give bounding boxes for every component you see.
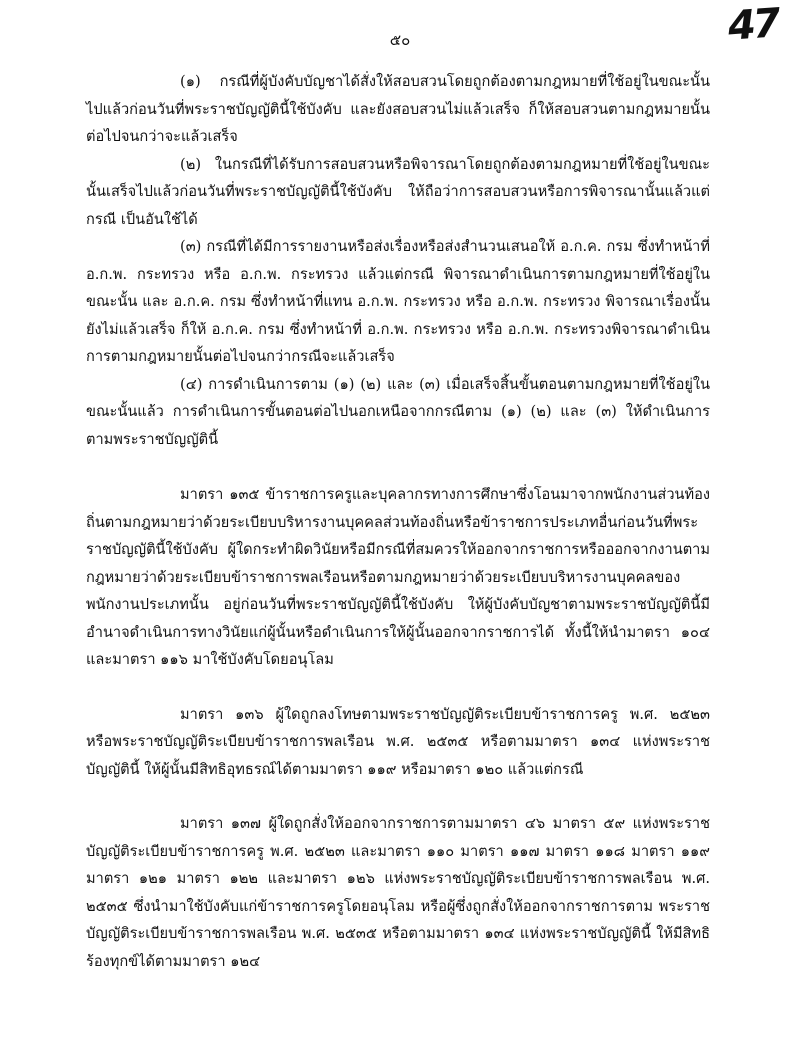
- transitional-item-2: (๒) ในกรณีที่ได้รับการสอบสวนหรือพิจารณาโดยถูกต้องตามกฎหมายที่ใช้อยู่ในขณะนั้นเสร็จไปแล้วก่อนวันที่พระราชบัญญัตินี้ใช้บังคับ ให้ถือว่าการสอบสวนหรือการพิจารณานั้นแล้วแต่กรณี เป็นอันใช้ได้: [86, 155, 710, 228]
- section-137: มาตรา ๑๓๗ ผู้ใดถูกสั่งให้ออกจากราชการตามมาตรา ๔๖ มาตรา ๕๙ แห่งพระราชบัญญัติระเบียบข้าราชการครู พ.ศ. ๒๕๒๓ และมาตรา ๑๑๐ มาตรา ๑๑๗ มาตรา ๑๑๘ มาตรา ๑๑๙ มาตรา ๑๒๑ มาตรา ๑๒๒ และมาตรา ๑๒๖ แห่งพระราชบัญญัติระเบียบข้าราชการพลเรือน พ.ศ. ๒๕๓๕ ซึ่งนำมาใช้บังคับแก่ข้าราชการครูโดยอนุโลม หรือผู้ซึ่งถูกสั่งให้ออกจากราชการตาม พระราชบัญญัติระเบียบข้าราชการพลเรือน พ.ศ. ๒๕๓๕ หรือตามมาตรา ๑๓๔ แห่งพระราชบัญญัตินี้ ให้มีสิทธิร้องทุกข์ได้ตามมาตรา ๑๒๔: [86, 815, 710, 970]
- handwritten-page-mark: 47: [726, 0, 780, 50]
- section-135: มาตรา ๑๓๕ ข้าราชการครูและบุคลากรทางการศึกษาซึ่งโอนมาจากพนักงานส่วนท้องถิ่นตามกฎหมายว่าด้วยระเบียบบริหารงานบุคคลส่วนท้องถิ่นหรือข้าราชการประเภทอื่นก่อนวันที่พระราชบัญญัตินี้ใช้บังคับ ผู้ใดกระทำผิดวินัยหรือมีกรณีที่สมควรให้ออกจากราชการหรือออกจากงานตามกฎหมายว่าด้วยระเบียบข้าราชการพลเรือนหรือตามกฎหมายว่าด้วยระเบียบบริหารงานบุคคลของพนักงานประเภทนั้น อยู่ก่อนวันที่พระราชบัญญัตินี้ใช้บังคับ ให้ผู้บังคับบัญชาตามพระราชบัญญัตินี้มีอำนาจดำเนินการทางวินัยแก่ผู้นั้นหรือดำเนินการให้ผู้นั้นออกจากราชการได้ ทั้งนี้ให้นำมาตรา ๑๐๔ และมาตรา ๑๑๖ มาใช้บังคับโดยอนุโลม: [86, 486, 710, 668]
- document-body: [86, 68, 710, 975]
- section-136: มาตรา ๑๓๖ ผู้ใดถูกลงโทษตามพระราชบัญญัติระเบียบข้าราชการครู พ.ศ. ๒๕๒๓ หรือพระราชบัญญัติระเบียบข้าราชการพลเรือน พ.ศ. ๒๕๓๕ หรือตามมาตรา ๑๓๔ แห่งพระราชบัญญัตินี้ ให้ผู้นั้นมีสิทธิอุทธรณ์ได้ตามมาตรา ๑๑๙ หรือมาตรา ๑๒๐ แล้วแต่กรณี: [86, 705, 710, 778]
- transitional-item-4: (๔) การดำเนินการตาม (๑) (๒) และ (๓) เมื่อเสร็จสิ้นขั้นตอนตามกฎหมายที่ใช้อยู่ในขณะนั้นแล้ว การดำเนินการขั้นตอนต่อไปนอกเหนือจากกรณีตาม (๑) (๒) และ (๓) ให้ดำเนินการตามพระราชบัญญัตินี้: [86, 375, 710, 448]
- transitional-item-1: (๑) กรณีที่ผู้บังคับบัญชาได้สั่งให้สอบสวนโดยถูกต้องตามกฎหมายที่ใช้อยู่ในขณะนั้นไปแล้วก่อนวันที่พระราชบัญญัตินี้ใช้บังคับ และยังสอบสวนไม่แล้วเสร็จ ก็ให้สอบสวนตามกฎหมายนั้นต่อไปจนกว่าจะแล้วเสร็จ: [86, 73, 710, 145]
- transitional-item-3: (๓) กรณีที่ได้มีการรายงานหรือส่งเรื่องหรือส่งสำนวนเสนอให้ อ.ก.ค. กรม ซึ่งทำหน้าที่ อ.ก.พ. กระทรวง หรือ อ.ก.พ. กระทรวง แล้วแต่กรณี พิจารณาดำเนินการตามกฎหมายที่ใช้อยู่ในขณะนั้น และ อ.ก.ค. กรม ซึ่งทำหน้าที่แทน อ.ก.พ. กระทรวง หรือ อ.ก.พ. กระทรวง พิจารณาเรื่องนั้นยังไม่แล้วเสร็จ ก็ให้ อ.ก.ค. กรม ซึ่งทำหน้าที่ อ.ก.พ. กระทรวง หรือ อ.ก.พ. กระทรวงพิจารณาดำเนินการตามกฎหมายนั้นต่อไปจนกว่ากรณีจะแล้วเสร็จ: [86, 238, 710, 365]
- page-number: ๕๐: [389, 31, 411, 49]
